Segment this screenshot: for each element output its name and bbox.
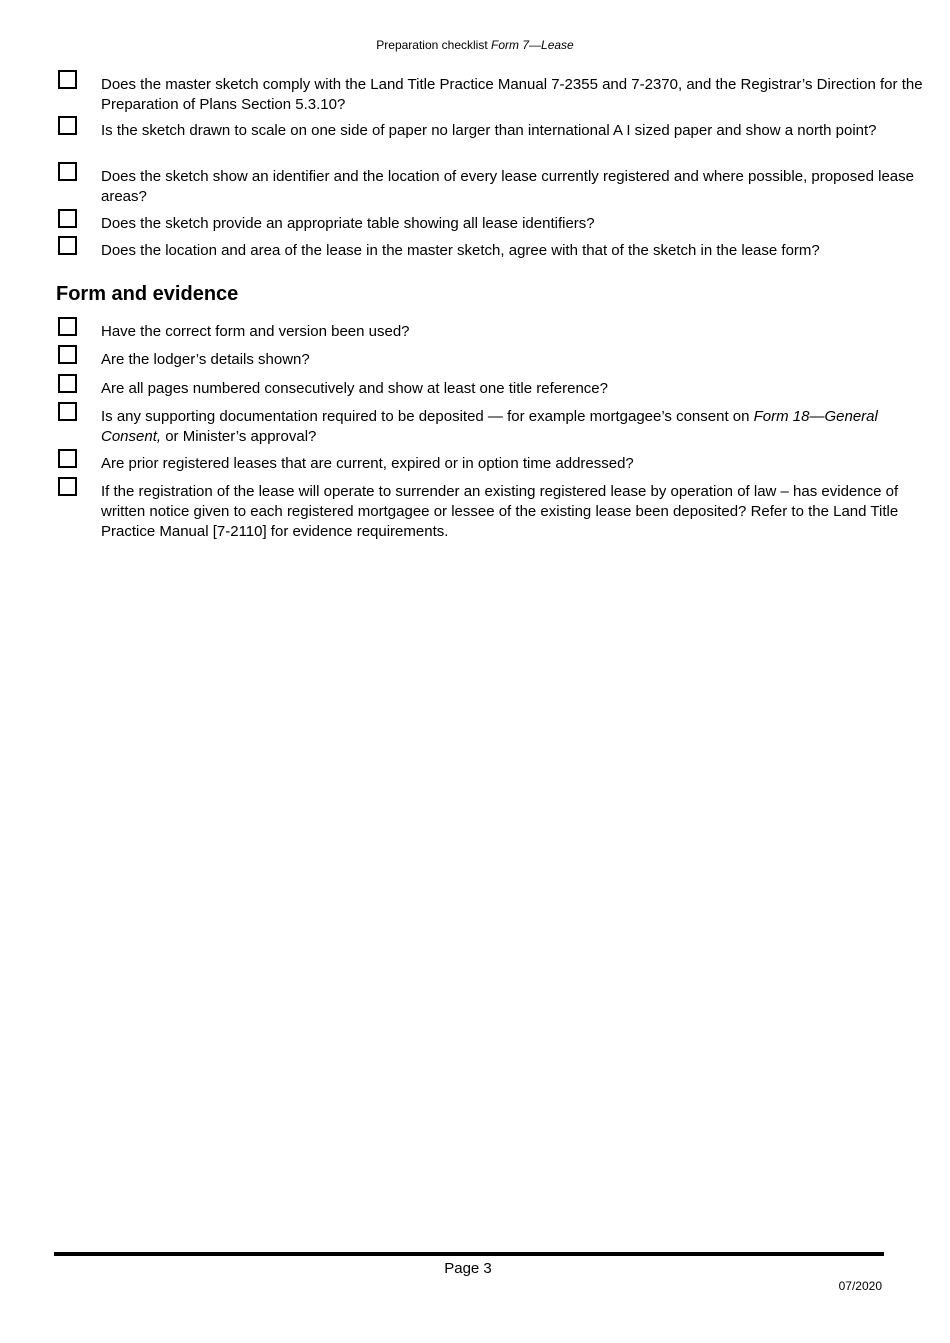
checklist-item-text: Does the sketch show an identifier and the location of every lease currently registered and where possible, proposed lease areas? [101, 168, 914, 205]
checklist-item [56, 454, 931, 474]
checklist-item-text: Have the correct form and version been used? [101, 323, 410, 340]
checklist-item-text: Are the lodger’s details shown? [101, 351, 310, 368]
checklist-item-text: Does the sketch provide an appropriate table showing all lease identifiers? [101, 215, 595, 232]
item-text-part: or Minister’s approval? [161, 428, 317, 445]
checklist-item [56, 214, 931, 234]
checkbox[interactable] [58, 209, 77, 228]
checklist-item-text: Does the master sketch comply with the Land Title Practice Manual 7-2355 and 7-2370, and the Registrar’s Direction for the Preparation of Plans Section 5.3.10? [101, 76, 923, 113]
page-header [0, 37, 950, 53]
checkbox[interactable] [58, 374, 77, 393]
checkbox[interactable] [58, 477, 77, 496]
checklist-item-text: Does the location and area of the lease in the master sketch, agree with that of the sketch in the lease form? [101, 242, 820, 259]
checkbox[interactable] [58, 70, 77, 89]
checkbox[interactable] [58, 345, 77, 364]
checkbox[interactable] [58, 317, 77, 336]
document-date: 07/2020 [838, 1279, 882, 1293]
page-number: Page 3 [444, 1260, 492, 1277]
header-form-ref: Form 7—Lease [491, 38, 574, 52]
checklist-item-text: Are prior registered leases that are current, expired or in option time addressed? [101, 455, 634, 472]
checklist-item-text [101, 408, 878, 445]
item-text-part: Is any supporting documentation required to be deposited — for example mortgagee’s consent on [101, 408, 754, 425]
checkbox[interactable] [58, 116, 77, 135]
form-18-reference: Form 18—General Consent, [101, 408, 878, 445]
checklist-item [56, 482, 931, 542]
checklist-item [56, 379, 931, 399]
checklist-item [56, 241, 931, 261]
checklist-item-text: Are all pages numbered consecutively and show at least one title reference? [101, 380, 608, 397]
checklist-item-text: If the registration of the lease will operate to surrender an existing registered lease by operation of law – has evidence of written notice given to each registered mortgagee or lessee of the existing lease been deposited? Refer to the Land Title Practice Manual [7-2110] for evidence requirements. [101, 483, 899, 540]
checklist-item [56, 407, 931, 447]
checklist-item [56, 322, 931, 342]
section-heading-form-and-evidence: Form and evidence [56, 283, 239, 305]
checkbox[interactable] [58, 236, 77, 255]
checkbox[interactable] [58, 449, 77, 468]
checklist-item [56, 121, 931, 141]
checklist-item-text: Is the sketch drawn to scale on one side of paper no larger than international A I sized paper and show a north point? [101, 122, 877, 139]
header-prefix: Preparation checklist [376, 38, 488, 52]
checklist-item [56, 75, 931, 115]
checkbox[interactable] [58, 402, 77, 421]
checkbox[interactable] [58, 162, 77, 181]
checklist-item [56, 167, 931, 207]
footer-rule [54, 1252, 884, 1256]
checklist-item [56, 350, 931, 370]
